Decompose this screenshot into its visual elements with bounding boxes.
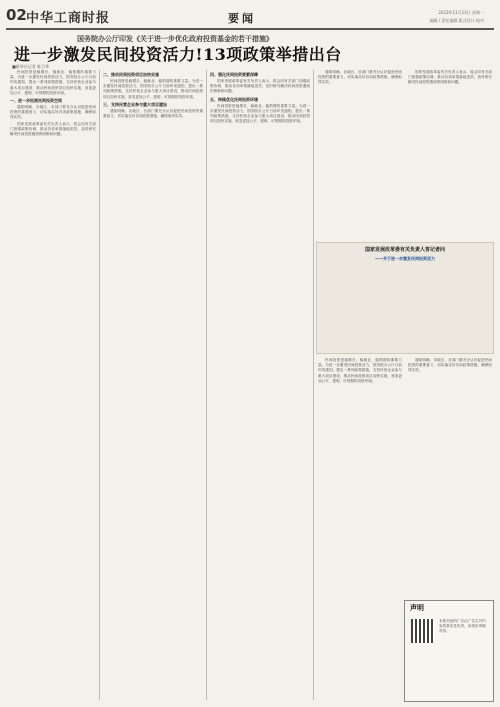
column-divider [206,70,207,700]
paragraph: 通知明确，各地区、各部门要充分认识促进民间投资的重要意义，切实落实好各项政策措施，确保取得实效。 [103,108,203,119]
paragraph: 通知明确，各地区、各部门要充分认识促进民间投资的重要意义，切实落实好各项政策措施，确保取得实效。 [408,358,492,373]
paragraph: 民间投资是稳增长、稳就业、稳预期的重要力量。为进一步激发民间投资活力，国务院办公厅日前印发通知，提出一系列政策措施，支持民营企业参与重大项目建设，推动民间投资项目加快实施，营造更加公平、透明、可预期的投资环境。 [318,358,402,383]
editor-credits: 编辑 / 责任编辑 版式设计 校对 [429,18,484,23]
paragraph: 民间投资是稳增长、稳就业、稳预期的重要力量。为进一步激发民间投资活力，国务院办公厅日前印发通知，提出一系列政策措施，支持民营企业参与重大项目建设，推动民间投资项目加快实施，营造更加公平、透明、可预期的投资环境。 [210,103,310,124]
article-column-3 [210,70,310,700]
paragraph: 国家发展改革委有关负责人表示，将会同有关部门加强政策协调，推动各项举措落地见效，及时研究解决民间投资遇到的困难和问题。 [10,121,96,137]
column-divider [99,70,100,700]
article-column-1 [10,70,96,700]
interview-sidebar [316,242,494,354]
article-byline: ■新华社记者 陈卫华 [12,64,50,69]
section-heading: 一、进一步拓展民间投资空间 [10,98,62,104]
section-name: 要闻 [228,12,256,25]
page-number: 02 [6,6,27,24]
notice-text: 本报刊登的广告由广告主对内容的真实性负责，读者应审慎对待。 [439,619,486,633]
article-column-7 [408,358,492,594]
masthead [6,4,494,30]
section-heading: 五、持续优化民间投资环境 [210,96,258,102]
section-heading: 二、推动民间投资项目加快实施 [103,72,159,77]
article-column-6 [318,358,402,698]
notice-title: 声明 [410,604,424,612]
paragraph: 通知明确，各地区、各部门要充分认识促进民间投资的重要意义，切实落实好各项政策措施，确保取得实效。 [318,70,402,85]
article-column-2 [103,70,203,700]
article-subhead: 国务院办公厅印发《关于进一步优化政府投资基金的若干措施》 [77,35,273,43]
sidebar-subtitle: ——关于进一步激发民间投资活力 [375,256,435,261]
paper-name: 中华工商时报 [26,11,111,26]
issue-date: 2023年11月13日 星期一 [438,10,484,15]
paragraph: 通知明确，各地区、各部门要充分认识促进民间投资的重要意义，切实落实好各项政策措施，确保取得实效。 [10,105,96,120]
qr-code-icon [411,619,435,643]
notice-box [404,600,494,702]
masthead-rule [6,28,494,30]
article-headline: 进一步激发民间投资活力!13项政策举措出台 [14,45,342,64]
section-heading: 三、支持民营企业参与重大项目建设 [103,101,167,107]
sidebar-title: 国家发展改革委有关负责人答记者问 [364,247,445,253]
article-column-5 [408,70,492,238]
column-divider [313,70,314,700]
paragraph: 国家发展改革委有关负责人表示，将会同有关部门加强政策协调，推动各项举措落地见效，及时研究解决民间投资遇到的困难和问题。 [408,70,492,85]
paragraph: 国家发展改革委有关负责人表示，将会同有关部门加强政策协调，推动各项举措落地见效，及时研究解决民间投资遇到的困难和问题。 [210,79,310,94]
article-column-4 [318,70,402,238]
paragraph: 民间投资是稳增长、稳就业、稳预期的重要力量。为进一步激发民间投资活力，国务院办公厅日前印发通知，提出一系列政策措施，支持民营企业参与重大项目建设，推动民间投资项目加快实施，营造更加公平、透明、可预期的投资环境。 [10,70,96,95]
section-heading: 四、强化民间投资要素保障 [210,72,258,77]
paragraph: 民间投资是稳增长、稳就业、稳预期的重要力量。为进一步激发民间投资活力，国务院办公厅日前印发通知，提出一系列政策措施，支持民营企业参与重大项目建设，推动民间投资项目加快实施，营造更加公平、透明、可预期的投资环境。 [103,79,203,99]
